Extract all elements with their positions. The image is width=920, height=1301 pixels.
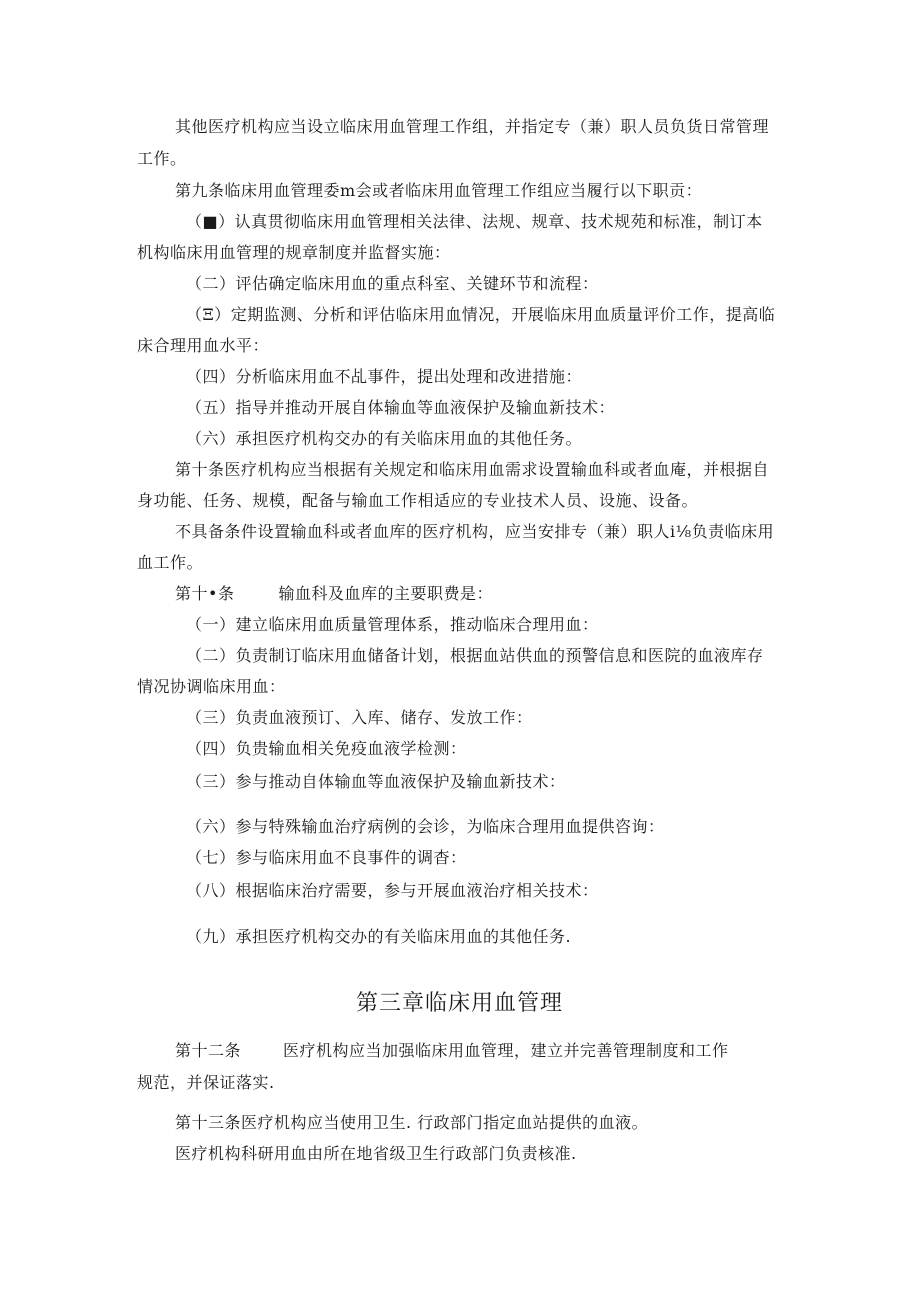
- article-10-line-1: 第十条医疗机构应当根据有关规定和临床用血需求设置输血科或者血庵，并根据自: [175, 460, 770, 479]
- article-11-label: 第十•条: [175, 584, 235, 603]
- article-12-line-2: 规范，并保证落实.: [137, 1073, 275, 1092]
- article-11-item-4: （四）负贵输血相关免疫血液学检测：: [186, 739, 467, 758]
- article-11-item-9: （九）承担医疗机构交办的有关临床用血的其他任务.: [186, 927, 572, 946]
- article-10-line-2: 身功能、任务、规模，配备与输血工作相适应的专业技术人员、设施、设备。: [137, 491, 699, 510]
- paragraph-line: 其他医疗机构应当设立临床用血管理工作组，并指定专（兼）职人员负货日常管理: [175, 117, 770, 136]
- article-11-item-2: （二）负责制订临床用血储备计划，根据血站供血的预警信息和医院的血液库存: [186, 646, 764, 665]
- article-11-item-1: （一）建立临床用血质量管理体系，推动临床合理用血：: [186, 615, 599, 634]
- article-11-item-7: （七）参与临床用血不良事件的调杳：: [186, 848, 467, 867]
- article-10-sub-line-1: 不具备条件设置输血科或者血库的医疗机构，应当安排专（兼）职人i⅛负责临床用: [175, 522, 775, 541]
- article-9-item-4: （四）分析临床用血不乩事件，提出处理和改进措施：: [186, 367, 583, 386]
- article-11-item-8: （八）根据临床治疗需要，参与开展血液治疗相关技术：: [186, 881, 599, 900]
- article-12-text: 医疗机构应当加强临床用血管理，建立并完善管理制度和工作: [283, 1041, 729, 1060]
- paragraph-line: 工作。: [137, 149, 187, 168]
- article-9-item-1-cont: 机构临床用血管理的规章制度并监督实施：: [137, 243, 451, 262]
- article-9-item-3: （Ξ）定期监测、分析和评估临床用血情况，开展临床用血质量评价工作，提高临: [186, 305, 776, 324]
- article-11-heading: [175, 583, 493, 605]
- article-9-item-3-cont: 床合理用血水平：: [137, 336, 270, 355]
- article-13-line-2: 医疗机构科研用血由所在地省级卫生行政部门负责核准.: [175, 1144, 577, 1163]
- article-9-item-1: （■）认真贯彻临床用血管理相关法律、法规、规章、技术规苑和标准，制订本: [186, 212, 763, 231]
- chapter-title: 第三章临床用血管理: [356, 991, 564, 1016]
- article-11-item-3: （三）负责血液预订、入库、储存、发放工作：: [186, 708, 533, 727]
- article-9-intro: 第九条临床用血管理委m会或者临床用血管理工作组应当履行以下职贡：: [175, 181, 703, 200]
- article-11-text: 输血科及血库的主要职费是：: [278, 584, 493, 603]
- article-12-heading: [175, 1040, 729, 1062]
- article-11-item-6: （六）参与特殊输血治疗病例的会诊，为临床合理用血提供咨询：: [186, 817, 665, 836]
- article-11-item-2-cont: 情况协调临床用血：: [137, 677, 286, 696]
- article-12-label: 第十二条: [175, 1041, 242, 1060]
- article-9-item-2: （二）评估确定临床用血的重点科室、关键环节和流程：: [186, 274, 599, 293]
- article-10-sub-line-2: 血工作。: [137, 553, 204, 572]
- article-9-item-6: （六）承担医疗机构交办的有关临床用血的其他任务。: [186, 429, 583, 448]
- article-9-item-5: （五）指导并推动开展自体输血等血液保护及输血新技术：: [186, 398, 616, 417]
- article-13-line-1: 第十三条医疗机构应当使用卫生. 行政部门指定血站提供的血液。: [175, 1113, 649, 1132]
- article-11-item-5: （三）参与推动自体输血等血液保护及输血新技术：: [186, 772, 566, 791]
